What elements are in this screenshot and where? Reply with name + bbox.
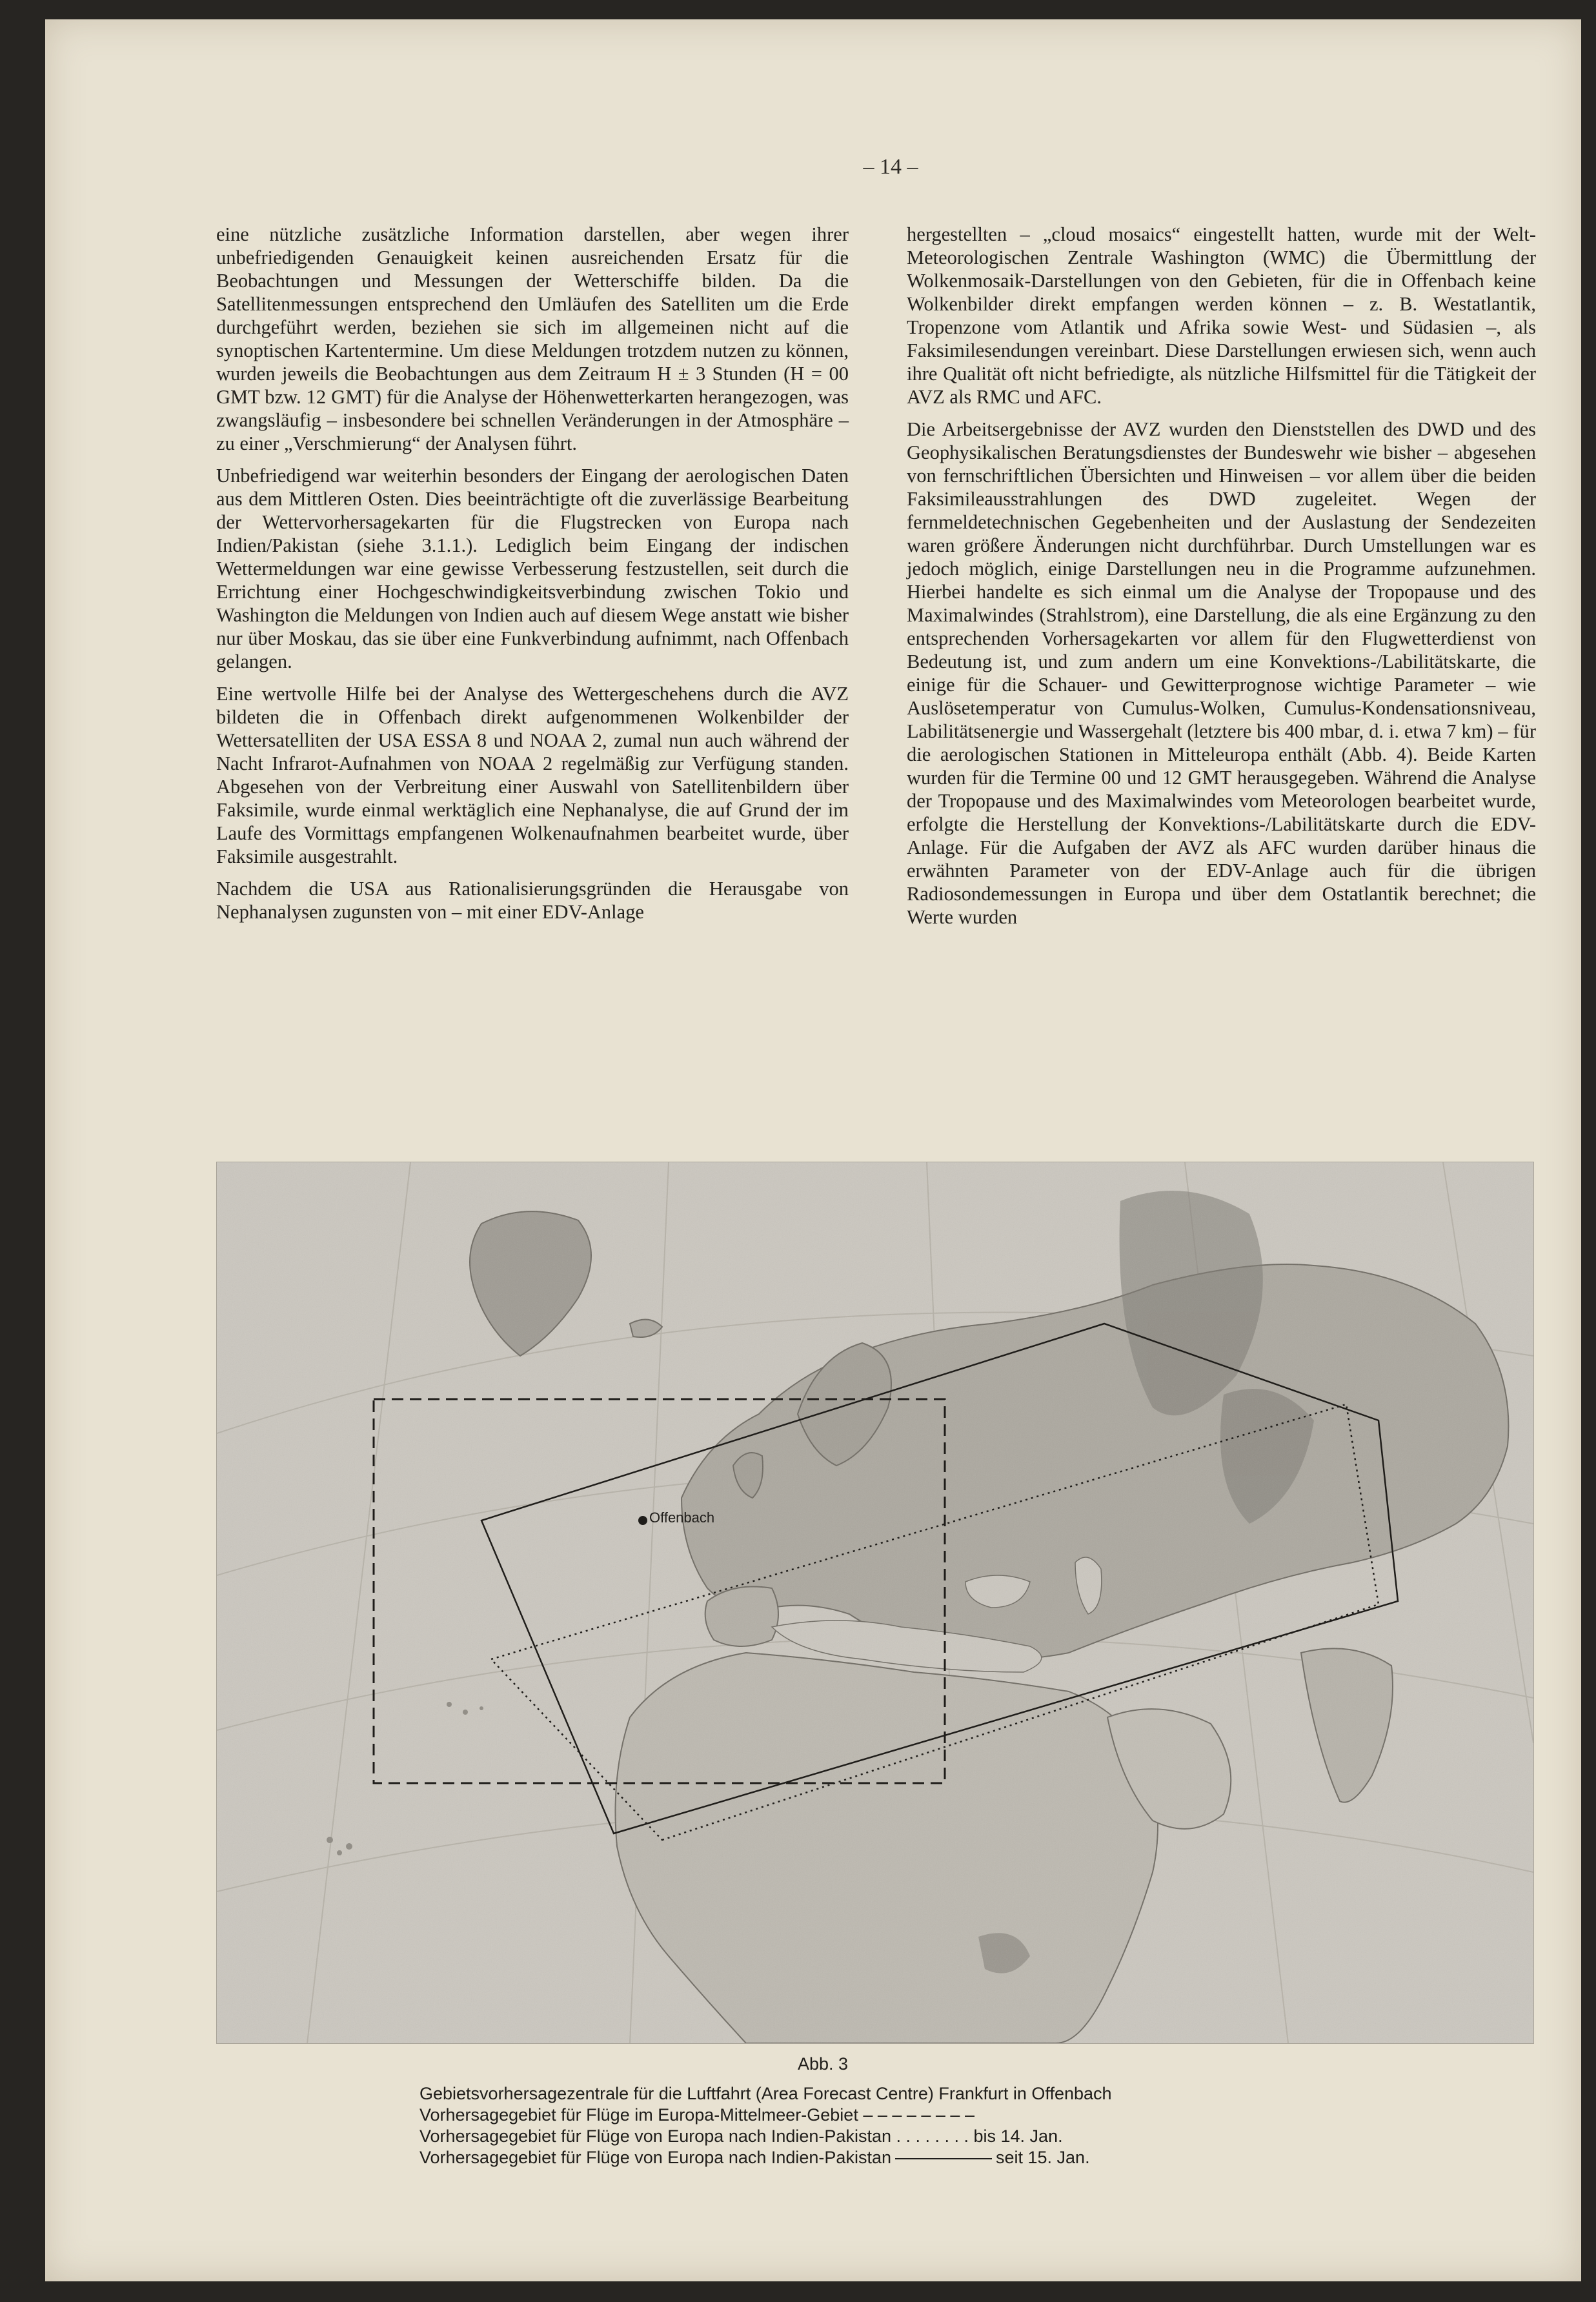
forecast-area-map [216,1162,1534,2044]
caption-line-1: Gebietsvorhersagezentrale für die Luftfahrt (Area Forecast Centre) Frankfurt in Offenbach [419,2084,1112,2103]
paragraph: Nachdem die USA aus Rationalisierungsgründen die Herausgabe von Nephanalysen zugunsten von – mit einer EDV-Anlage [216,878,849,923]
caption-line-3: Vorhersagegebiet für Flüge von Europa nach Indien-Pakistan . . . . . . . . bis 14. Jan. [419,2126,1063,2146]
paragraph: Eine wertvolle Hilfe bei der Analyse des Wettergeschehens durch die AVZ bildeten die in Offenbach direkt aufgenommenen Wolkenbilder der Wettersatelliten der USA ESSA 8 und NOAA 2, zumal nun auch während der Nacht Infrarot-Aufnahmen von NOAA 2 regelmäßig zur Verfügung standen. Abgesehen von der Verbreitung einer Auswahl von Satellitenbildern über Faksimile, wurde einmal werktäglich eine Nephanalyse, die auf Grund der im Laufe des Vormittags empfangenen Wolkenaufnahmen bearbeitet wurde, über Faksimile ausgestrahlt. [216,683,849,867]
offenbach-marker [638,1516,647,1525]
figure-label: Abb. 3 [797,2054,849,2074]
right-column [907,223,1536,938]
solid-line-legend-symbol [895,2158,992,2159]
paragraph: Die Arbeitsergebnisse der AVZ wurden den Dienststellen des DWD und des Geophysikalischen Beratungsdienstes der Bundeswehr wie bisher – abgesehen von fernschriftlichen Übersichten und Hinweisen – vor allem über die beiden Faksimileausstrahlungen des DWD zugeleitet. Wegen der fernmeldetechnischen Gegebenheiten und der Auslastung der Sendezeiten waren größere Änderungen nicht durchführbar. Durch Umstellungen war es jedoch möglich, einige Darstellungen neu in die Programme aufzunehmen. Hierbei handelte es sich einmal um die Analyse der Tropopause und des Maximalwindes (Strahlstrom), eine Darstellung, die als eine Ergänzung zu den entsprechenden Vorhersagekarten vor allem für den Flugwetterdienst von Bedeutung ist, und zum andern um eine Konvektions-/Labilitätskarte, die einige für die Schauer- und Gewitterprognose wichtige Parameter – wie Auslösetemperatur von Cumulus-Wolken, Cumulus-Kondensationsniveau, Labilitätsenergie und Wassergehalt (letztere bis 400 mbar, d. i. etwa 7 km) – für die aerologischen Stationen in Mitteleuropa enthält (Abb. 4). Beide Karten wurden für die Termine 00 und 12 GMT herausgegeben. Während die Analyse der Tropopause und des Maximalwindes vom Meteorologen bearbeitet wurde, erfolgte die Herstellung der Konvektions-/Labilitätskarte durch die EDV-Anlage. Für die Aufgaben der AVZ als AFC wurden darüber hinaus die erwähnten Parameter von der EDV-Anlage auch für die übrigen Radiosondemessungen in Europa und über dem Ostatlantik berechnet; die Werte wurden [907,418,1536,928]
caption-line-4-date: seit 15. Jan. [995,2148,1090,2167]
paragraph: hergestellten – „cloud mosaics“ eingestellt hatten, wurde mit der Welt-Meteorologischen Zentrale Washington (WMC) die Übermittlung der Wolkenmosaik-Darstellungen von den Gebieten, für die in Offenbach keine Wolkenbilder direkt empfangen werden können – z. B. Westatlantik, Tropenzone vom Atlantik und Afrika sowie West- und Südasien –, als Faksimilesendungen vereinbart. Diese Darstellungen erwiesen sich, wenn auch ihre Qualität oft nicht befriedigte, als nützliche Hilfsmittel für die Tätigkeit der AVZ als RMC und AFC. [907,223,1536,408]
map-drawing [217,1162,1533,2043]
paragraph: Unbefriedigend war weiterhin besonders der Eingang der aerologischen Daten aus dem Mittleren Osten. Dies beeinträchtigte oft die zuverlässige Bearbeitung der Wettervorhersagekarten für die Flugstrecken von Europa nach Indien/Pakistan (siehe 3.1.1.). Lediglich beim Eingang der indischen Wettermeldungen war eine gewisse Verbesserung festzustellen, seit durch die Errichtung einer Hochgeschwindigkeitsverbindung zwischen Tokio und Washington die Meldungen von Indien auch auf diesem Wege anstatt wie bisher nur über Moskau, das sie über eine Funkverbindung aufnimmt, nach Offenbach gelangen. [216,465,849,672]
paragraph: eine nützliche zusätzliche Information darstellen, aber wegen ihrer unbefriedigenden Genauigkeit keinen ausreichenden Ersatz für die Beobachtungen und Messungen der Wetterschiffe bilden. Da die Satellitenmessungen entsprechend den Umläufen des Satelliten um die Erde durchgeführt werden, beziehen sie sich im allgemeinen nicht auf die synoptischen Kartentermine. Um diese Meldungen trotzdem nutzen zu können, wurden jeweils die Beobachtungen aus dem Zeitraum H ± 3 Stunden (H = 00 GMT bzw. 12 GMT) für die Analyse der Höhenwetterkarten herangezogen, was zwangsläufig – insbesondere bei schnellen Veränderungen in der Atmosphäre – zu einer „Verschmierung“ der Analysen führt. [216,223,849,454]
caption-line-4-text: Vorhersagegebiet für Flüge von Europa nach Indien-Pakistan [419,2148,891,2167]
left-column [216,223,849,933]
caption-line-2: Vorhersagegebiet für Flüge im Europa-Mittelmeer-Gebiet – – – – – – – – [419,2105,975,2125]
page-number: – 14 – [863,155,918,179]
caption-line-4 [419,2147,1090,2168]
offenbach-label: Offenbach [649,1509,715,1526]
